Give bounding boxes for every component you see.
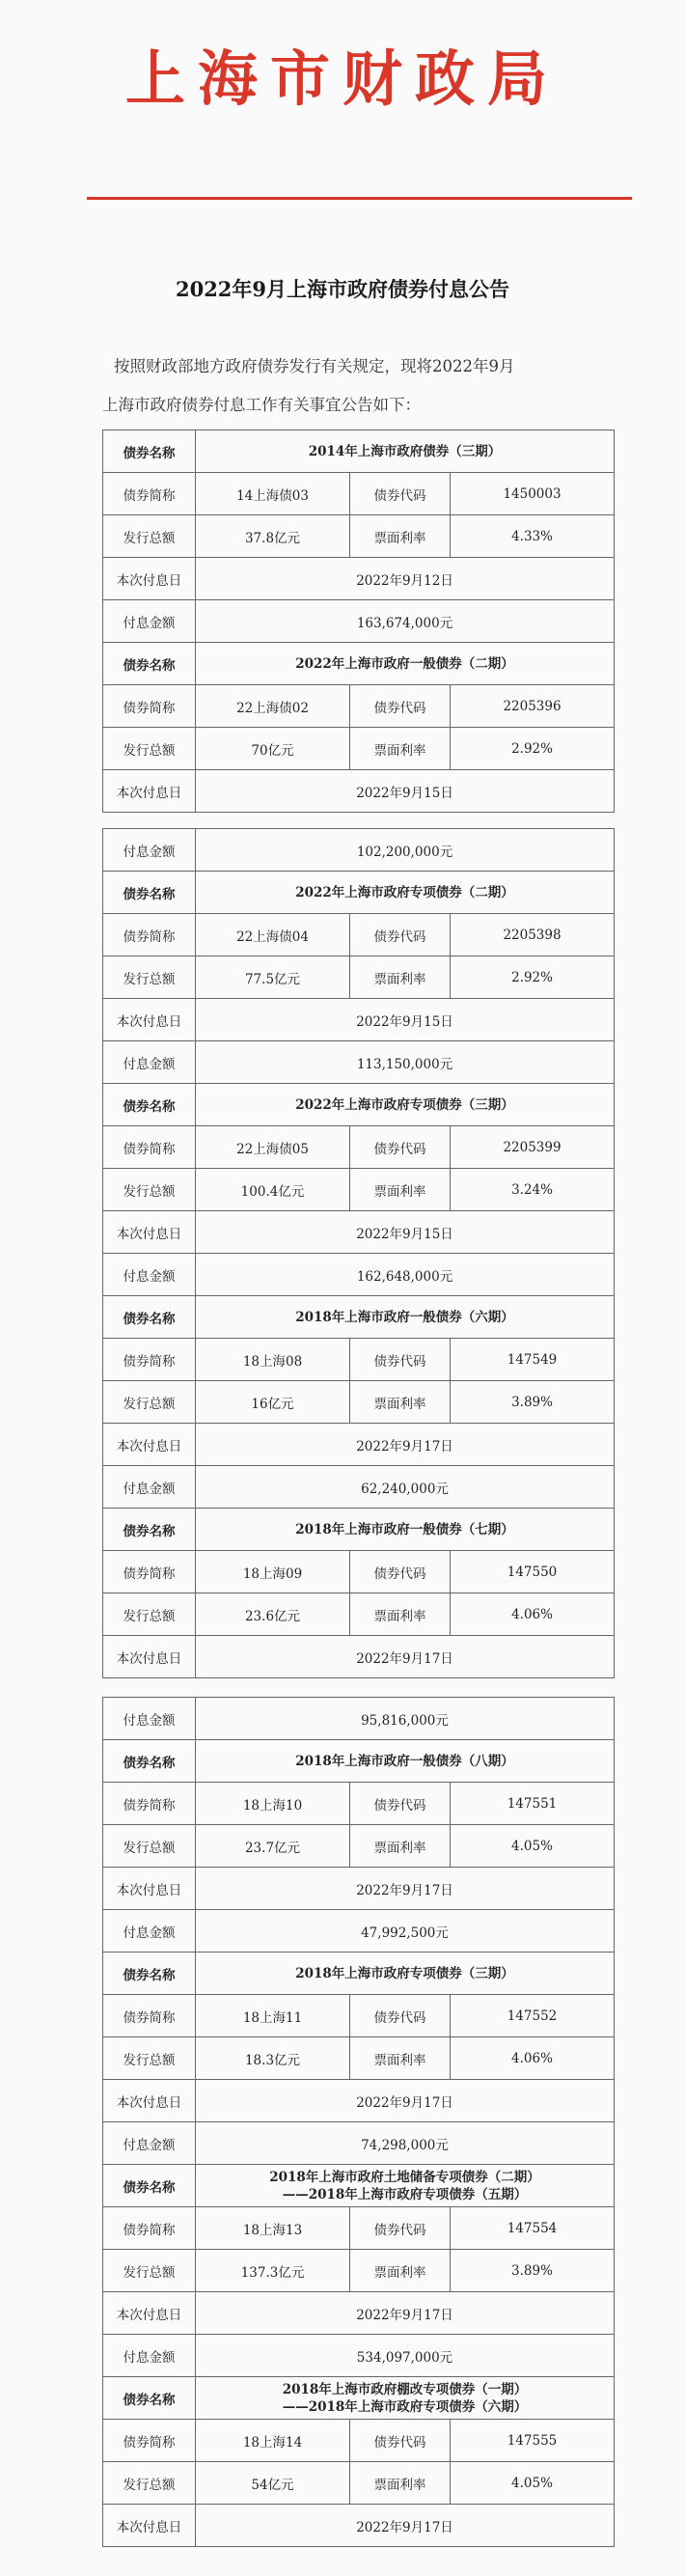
total-issue-label: 发行总额 xyxy=(103,956,196,999)
code-label: 债券代码 xyxy=(350,1783,451,1825)
code-label: 债券代码 xyxy=(350,1551,451,1593)
payment-date-label: 本次付息日 xyxy=(103,1636,196,1678)
document-title: 2022年9月上海市政府债券付息公告 xyxy=(175,277,510,301)
total-issue-value: 37.8亿元 xyxy=(196,515,350,558)
coupon-rate-label: 票面利率 xyxy=(350,1825,451,1868)
payment-date-row xyxy=(103,1868,615,1910)
coupon-rate-label: 票面利率 xyxy=(350,956,451,999)
bond-name-row xyxy=(103,1084,615,1126)
bond-name-label: 债券名称 xyxy=(103,643,196,685)
agency-name: 上海市财政局 xyxy=(124,43,560,114)
total-issue-value: 16亿元 xyxy=(196,1381,350,1424)
payment-amount-row xyxy=(103,2335,615,2377)
payment-amount-label: 付息金额 xyxy=(103,1910,196,1953)
code-label: 债券代码 xyxy=(350,1995,451,2037)
coupon-rate-value: 4.33% xyxy=(451,515,615,558)
bond-issue-row xyxy=(103,1825,615,1868)
payment-amount-value: 47,992,500元 xyxy=(196,1910,615,1953)
coupon-rate-label: 票面利率 xyxy=(350,515,451,558)
bond-name-row xyxy=(103,1509,615,1551)
letterhead-red-rule xyxy=(87,197,632,200)
code-label: 债券代码 xyxy=(350,1339,451,1381)
bond-table-page-2-wrap xyxy=(102,828,614,1678)
bond-name-label: 债券名称 xyxy=(103,1740,196,1783)
payment-date-row xyxy=(103,1211,615,1254)
bond-name-row xyxy=(103,1296,615,1339)
short-name-value: 18上海13 xyxy=(196,2207,350,2250)
bond-table-page-2 xyxy=(102,828,615,1678)
payment-amount-row xyxy=(103,600,615,643)
payment-amount-label: 付息金额 xyxy=(103,1466,196,1509)
bond-name-label: 债券名称 xyxy=(103,872,196,914)
code-label: 债券代码 xyxy=(350,473,451,515)
bond-name xyxy=(196,2377,615,2420)
coupon-rate-label: 票面利率 xyxy=(350,1381,451,1424)
bond-name: 2018年上海市政府一般债券（六期） xyxy=(196,1296,615,1339)
code-value: 1450003 xyxy=(451,473,615,515)
payment-date-label: 本次付息日 xyxy=(103,2505,196,2547)
code-value: 2205399 xyxy=(451,1126,615,1169)
total-issue-value: 23.6亿元 xyxy=(196,1593,350,1636)
bond-issue-row xyxy=(103,1381,615,1424)
bond-issue-row xyxy=(103,1593,615,1636)
short-name-label: 债券简称 xyxy=(103,2420,196,2462)
code-label: 债券代码 xyxy=(350,2207,451,2250)
payment-date-row xyxy=(103,2505,615,2547)
coupon-rate-label: 票面利率 xyxy=(350,2037,451,2080)
bond-name-label: 债券名称 xyxy=(103,1084,196,1126)
payment-date-label: 本次付息日 xyxy=(103,999,196,1041)
payment-amount-label: 付息金额 xyxy=(103,600,196,643)
bond-issue-row xyxy=(103,2462,615,2505)
bond-name-line-1: 2018年上海市政府棚改专项债券（一期） xyxy=(282,2381,528,2397)
payment-amount-row xyxy=(103,1910,615,1953)
coupon-rate-value: 3.89% xyxy=(451,1381,615,1424)
bond-name-line-1: 2018年上海市政府土地储备专项债券（二期） xyxy=(269,2169,540,2185)
bond-issue-row xyxy=(103,728,615,770)
payment-date-row xyxy=(103,999,615,1041)
coupon-rate-value: 3.24% xyxy=(451,1169,615,1211)
short-name-value: 18上海10 xyxy=(196,1783,350,1825)
bond-name-row xyxy=(103,2377,615,2420)
bond-issue-row xyxy=(103,1169,615,1211)
bond-issue-row xyxy=(103,2037,615,2080)
payment-amount-value: 162,648,000元 xyxy=(196,1254,615,1296)
code-label: 债券代码 xyxy=(350,1126,451,1169)
total-issue-value: 70亿元 xyxy=(196,728,350,770)
payment-date-label: 本次付息日 xyxy=(103,1424,196,1466)
code-value: 147551 xyxy=(451,1783,615,1825)
payment-date-label: 本次付息日 xyxy=(103,770,196,813)
short-name-value: 18上海11 xyxy=(196,1995,350,2037)
bond-short-row xyxy=(103,914,615,956)
short-name-value: 22上海债04 xyxy=(196,914,350,956)
bond-name-row xyxy=(103,1740,615,1783)
bond-name: 2014年上海市政府债券（三期） xyxy=(196,430,615,473)
bond-name-label: 债券名称 xyxy=(103,1953,196,1995)
payment-date-row xyxy=(103,1424,615,1466)
total-issue-value: 137.3亿元 xyxy=(196,2250,350,2292)
total-issue-label: 发行总额 xyxy=(103,728,196,770)
payment-amount-value: 102,200,000元 xyxy=(196,829,615,872)
intro-line-2: 上海市政府债券付息工作有关事宜公告如下： xyxy=(102,396,421,414)
payment-amount-label: 付息金额 xyxy=(103,1254,196,1296)
intro-paragraph xyxy=(102,347,604,425)
code-value: 147550 xyxy=(451,1551,615,1593)
code-value: 2205398 xyxy=(451,914,615,956)
payment-date-value: 2022年9月15日 xyxy=(196,770,615,813)
payment-amount-value: 95,816,000元 xyxy=(196,1698,615,1740)
bond-issue-row xyxy=(103,515,615,558)
coupon-rate-value: 2.92% xyxy=(451,728,615,770)
coupon-rate-value: 3.89% xyxy=(451,2250,615,2292)
bond-name-label: 债券名称 xyxy=(103,2165,196,2207)
bond-short-row xyxy=(103,2207,615,2250)
coupon-rate-label: 票面利率 xyxy=(350,1593,451,1636)
code-value: 147552 xyxy=(451,1995,615,2037)
coupon-rate-label: 票面利率 xyxy=(350,2462,451,2505)
bond-name: 2018年上海市政府一般债券（八期） xyxy=(196,1740,615,1783)
total-issue-label: 发行总额 xyxy=(103,2462,196,2505)
payment-amount-value: 62,240,000元 xyxy=(196,1466,615,1509)
code-value: 2205396 xyxy=(451,685,615,728)
bond-short-row xyxy=(103,2420,615,2462)
short-name-value: 18上海08 xyxy=(196,1339,350,1381)
payment-amount-row xyxy=(103,1254,615,1296)
bond-name xyxy=(196,2165,615,2207)
payment-amount-row xyxy=(103,2122,615,2165)
bond-name: 2018年上海市政府一般债券（七期） xyxy=(196,1509,615,1551)
total-issue-label: 发行总额 xyxy=(103,2037,196,2080)
payment-amount-row xyxy=(103,1041,615,1084)
short-name-label: 债券简称 xyxy=(103,914,196,956)
payment-amount-label: 付息金额 xyxy=(103,1041,196,1084)
bond-table-page-3 xyxy=(102,1697,615,2547)
bond-short-row xyxy=(103,1783,615,1825)
coupon-rate-label: 票面利率 xyxy=(350,2250,451,2292)
payment-amount-row xyxy=(103,829,615,872)
total-issue-value: 23.7亿元 xyxy=(196,1825,350,1868)
bond-name-row xyxy=(103,2165,615,2207)
short-name-label: 债券简称 xyxy=(103,473,196,515)
bond-table-page-3-wrap xyxy=(102,1697,614,2547)
short-name-label: 债券简称 xyxy=(103,1551,196,1593)
coupon-rate-value: 4.06% xyxy=(451,2037,615,2080)
bond-name-line-2: ——2018年上海市政府专项债券（六期） xyxy=(282,2398,528,2415)
intro-line-1: 按照财政部地方政府债券发行有关规定，现将2022年9月 xyxy=(114,357,515,375)
total-issue-value: 54亿元 xyxy=(196,2462,350,2505)
payment-amount-label: 付息金额 xyxy=(103,829,196,872)
code-label: 债券代码 xyxy=(350,685,451,728)
bond-name: 2022年上海市政府一般债券（二期） xyxy=(196,643,615,685)
short-name-value: 14上海债03 xyxy=(196,473,350,515)
bond-name-label: 债券名称 xyxy=(103,430,196,473)
code-label: 债券代码 xyxy=(350,914,451,956)
payment-date-row xyxy=(103,2292,615,2335)
payment-date-row xyxy=(103,2080,615,2122)
payment-date-value: 2022年9月17日 xyxy=(196,1424,615,1466)
bond-name-label: 债券名称 xyxy=(103,2377,196,2420)
payment-date-row xyxy=(103,558,615,600)
payment-date-value: 2022年9月17日 xyxy=(196,2080,615,2122)
total-issue-value: 18.3亿元 xyxy=(196,2037,350,2080)
total-issue-value: 100.4亿元 xyxy=(196,1169,350,1211)
total-issue-label: 发行总额 xyxy=(103,1825,196,1868)
payment-date-value: 2022年9月17日 xyxy=(196,2292,615,2335)
bond-name-row xyxy=(103,1953,615,1995)
coupon-rate-label: 票面利率 xyxy=(350,1169,451,1211)
bond-short-row xyxy=(103,685,615,728)
payment-amount-row xyxy=(103,1466,615,1509)
bond-short-row xyxy=(103,1126,615,1169)
short-name-label: 债券简称 xyxy=(103,1339,196,1381)
code-value: 147554 xyxy=(451,2207,615,2250)
bond-name-row xyxy=(103,872,615,914)
bond-issue-row xyxy=(103,2250,615,2292)
total-issue-value: 77.5亿元 xyxy=(196,956,350,999)
bond-name-label: 债券名称 xyxy=(103,1509,196,1551)
payment-date-value: 2022年9月17日 xyxy=(196,1636,615,1678)
bond-short-row xyxy=(103,473,615,515)
coupon-rate-value: 2.92% xyxy=(451,956,615,999)
short-name-label: 债券简称 xyxy=(103,685,196,728)
total-issue-label: 发行总额 xyxy=(103,1381,196,1424)
payment-amount-label: 付息金额 xyxy=(103,1698,196,1740)
payment-date-value: 2022年9月17日 xyxy=(196,2505,615,2547)
coupon-rate-label: 票面利率 xyxy=(350,728,451,770)
short-name-label: 债券简称 xyxy=(103,2207,196,2250)
total-issue-label: 发行总额 xyxy=(103,515,196,558)
short-name-label: 债券简称 xyxy=(103,1995,196,2037)
short-name-label: 债券简称 xyxy=(103,1783,196,1825)
payment-amount-value: 74,298,000元 xyxy=(196,2122,615,2165)
bond-name-label: 债券名称 xyxy=(103,1296,196,1339)
coupon-rate-value: 4.05% xyxy=(451,1825,615,1868)
code-label: 债券代码 xyxy=(350,2420,451,2462)
payment-amount-value: 163,674,000元 xyxy=(196,600,615,643)
payment-amount-label: 付息金额 xyxy=(103,2122,196,2165)
payment-date-label: 本次付息日 xyxy=(103,2080,196,2122)
bond-short-row xyxy=(103,1551,615,1593)
coupon-rate-value: 4.05% xyxy=(451,2462,615,2505)
bond-table-page-1-wrap xyxy=(102,429,614,813)
payment-amount-label: 付息金额 xyxy=(103,2335,196,2377)
payment-amount-value: 534,097,000元 xyxy=(196,2335,615,2377)
coupon-rate-value: 4.06% xyxy=(451,1593,615,1636)
payment-amount-row xyxy=(103,1698,615,1740)
bond-name-row xyxy=(103,643,615,685)
payment-date-label: 本次付息日 xyxy=(103,1211,196,1254)
bond-name: 2022年上海市政府专项债券（三期） xyxy=(196,1084,615,1126)
bond-short-row xyxy=(103,1995,615,2037)
bond-name: 2018年上海市政府专项债券（三期） xyxy=(196,1953,615,1995)
payment-date-row xyxy=(103,1636,615,1678)
total-issue-label: 发行总额 xyxy=(103,2250,196,2292)
bond-name-row xyxy=(103,430,615,473)
payment-date-value: 2022年9月15日 xyxy=(196,1211,615,1254)
payment-date-value: 2022年9月17日 xyxy=(196,1868,615,1910)
payment-date-value: 2022年9月15日 xyxy=(196,999,615,1041)
bond-table-page-1 xyxy=(102,429,615,813)
payment-amount-value: 113,150,000元 xyxy=(196,1041,615,1084)
bond-name: 2022年上海市政府专项债券（二期） xyxy=(196,872,615,914)
payment-date-value: 2022年9月12日 xyxy=(196,558,615,600)
bond-name-line-2: ——2018年上海市政府专项债券（五期） xyxy=(282,2186,528,2202)
letterhead xyxy=(0,0,685,208)
payment-date-label: 本次付息日 xyxy=(103,558,196,600)
code-value: 147549 xyxy=(451,1339,615,1381)
total-issue-label: 发行总额 xyxy=(103,1593,196,1636)
bond-short-row xyxy=(103,1339,615,1381)
payment-date-label: 本次付息日 xyxy=(103,1868,196,1910)
short-name-value: 18上海14 xyxy=(196,2420,350,2462)
short-name-label: 债券简称 xyxy=(103,1126,196,1169)
short-name-value: 22上海债05 xyxy=(196,1126,350,1169)
short-name-value: 22上海债02 xyxy=(196,685,350,728)
payment-date-label: 本次付息日 xyxy=(103,2292,196,2335)
total-issue-label: 发行总额 xyxy=(103,1169,196,1211)
short-name-value: 18上海09 xyxy=(196,1551,350,1593)
payment-date-row xyxy=(103,770,615,813)
bond-issue-row xyxy=(103,956,615,999)
code-value: 147555 xyxy=(451,2420,615,2462)
